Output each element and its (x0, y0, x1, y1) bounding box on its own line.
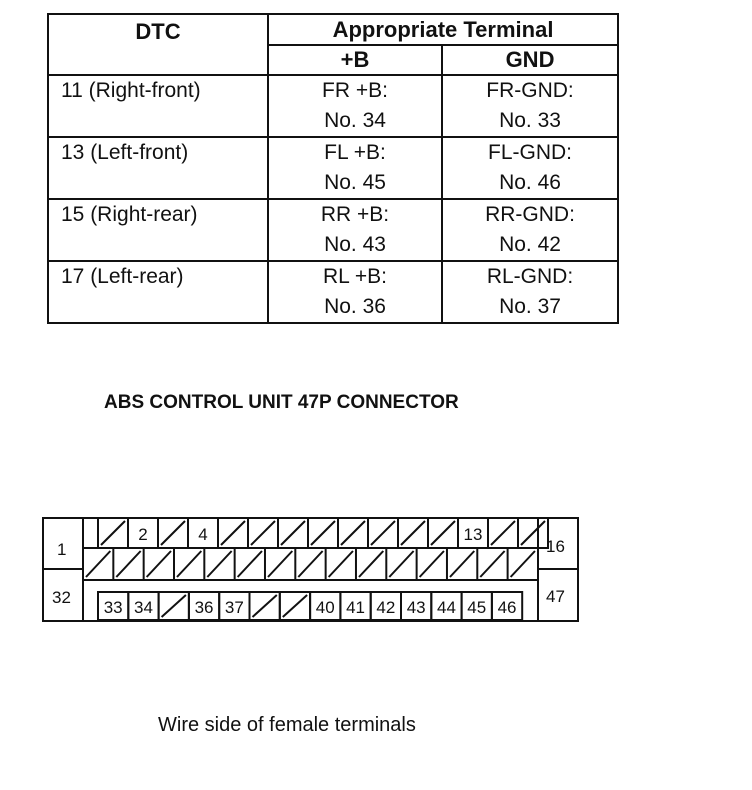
pin-cell-empty (428, 518, 458, 548)
pin-cell-42 (371, 592, 401, 620)
pin-cell-empty (326, 548, 353, 580)
plus-b-terminal: FL +B: No. 45 (268, 137, 442, 199)
pin-cell-empty (83, 548, 110, 580)
gnd-terminal: RR-GND: No. 42 (442, 199, 618, 261)
plus-b-terminal: RL +B: No. 36 (268, 261, 442, 323)
pin-cell-41 (340, 592, 370, 620)
pin-label-37: 37 (224, 598, 244, 617)
pin-label-1: 1 (57, 540, 67, 559)
dtc-code: 11 (Right-front) (48, 75, 268, 137)
pin-cell-empty (518, 518, 548, 548)
pin-cell-empty (508, 548, 535, 580)
pin-cell-empty (447, 548, 474, 580)
pin-label-42: 42 (376, 598, 396, 617)
pin-cell-empty (386, 548, 413, 580)
pin-cell-empty (368, 518, 398, 548)
pin-label-47: 47 (546, 587, 565, 606)
pin-cell-empty (250, 592, 280, 620)
plus-b-terminal: FR +B: No. 34 (268, 75, 442, 137)
pin-label-33: 33 (103, 598, 123, 617)
gnd-terminal: FL-GND: No. 46 (442, 137, 618, 199)
pin-cell-empty (113, 548, 140, 580)
pin-cell-44 (431, 592, 461, 620)
header-plus-b: +B (268, 45, 442, 75)
pin-cell-empty (218, 518, 248, 548)
plus-b-terminal: RR +B: No. 43 (268, 199, 442, 261)
pin-label-16: 16 (546, 537, 565, 556)
pin-cell-40 (310, 592, 340, 620)
pin-cell-empty (248, 518, 278, 548)
pin-label-32: 32 (52, 588, 71, 607)
header-appropriate-terminal: Appropriate Terminal (268, 14, 618, 45)
pin-label-44: 44 (436, 598, 456, 617)
pin-cell-34 (128, 592, 158, 620)
pin-cell-empty (280, 592, 310, 620)
gnd-terminal: FR-GND: No. 33 (442, 75, 618, 137)
connector-caption: Wire side of female terminals (158, 714, 416, 736)
pin-cell-empty (204, 548, 231, 580)
pin-label-41: 41 (346, 598, 366, 617)
pin-cell-43 (401, 592, 431, 620)
pin-cell-empty (295, 548, 322, 580)
pin-cell-36 (189, 592, 219, 620)
pin-cell-empty (477, 548, 504, 580)
pin-label-43: 43 (406, 598, 426, 617)
pin-label-46: 46 (497, 598, 517, 617)
dtc-code: 17 (Left-rear) (48, 261, 268, 323)
pin-label-13: 13 (463, 525, 483, 544)
pin-cell-empty (158, 518, 188, 548)
pin-cell-empty (235, 548, 262, 580)
pin-cell-empty (144, 548, 171, 580)
pin-cell-45 (462, 592, 492, 620)
pin-cell-empty (398, 518, 428, 548)
pin-cell-empty (338, 518, 368, 548)
pin-label-36: 36 (194, 598, 214, 617)
pin-label-40: 40 (315, 598, 335, 617)
pin-cell-empty (488, 518, 518, 548)
pin-cell-33 (98, 592, 128, 620)
pin-cell-2 (128, 518, 158, 548)
pin-label-45: 45 (467, 598, 487, 617)
pin-cell-empty (265, 548, 292, 580)
pin-cell-13 (458, 518, 488, 548)
dtc-code: 13 (Left-front) (48, 137, 268, 199)
pin-cell-empty (356, 548, 383, 580)
connector-title: ABS CONTROL UNIT 47P CONNECTOR (104, 392, 459, 413)
pin-cell-46 (492, 592, 522, 620)
pin-cell-37 (219, 592, 249, 620)
pin-cell-empty (174, 548, 201, 580)
pin-cell-empty (278, 518, 308, 548)
pin-label-34: 34 (133, 598, 153, 617)
pin-cell-empty (159, 592, 189, 620)
pin-label-2: 2 (138, 525, 148, 544)
dtc-code: 15 (Right-rear) (48, 199, 268, 261)
pin-cell-empty (98, 518, 128, 548)
pin-cell-4 (188, 518, 218, 548)
gnd-terminal: RL-GND: No. 37 (442, 261, 618, 323)
pin-cell-empty (417, 548, 444, 580)
header-dtc: DTC (48, 14, 268, 75)
header-gnd: GND (442, 45, 618, 75)
pin-label-4: 4 (198, 525, 208, 544)
pin-cell-empty (308, 518, 338, 548)
